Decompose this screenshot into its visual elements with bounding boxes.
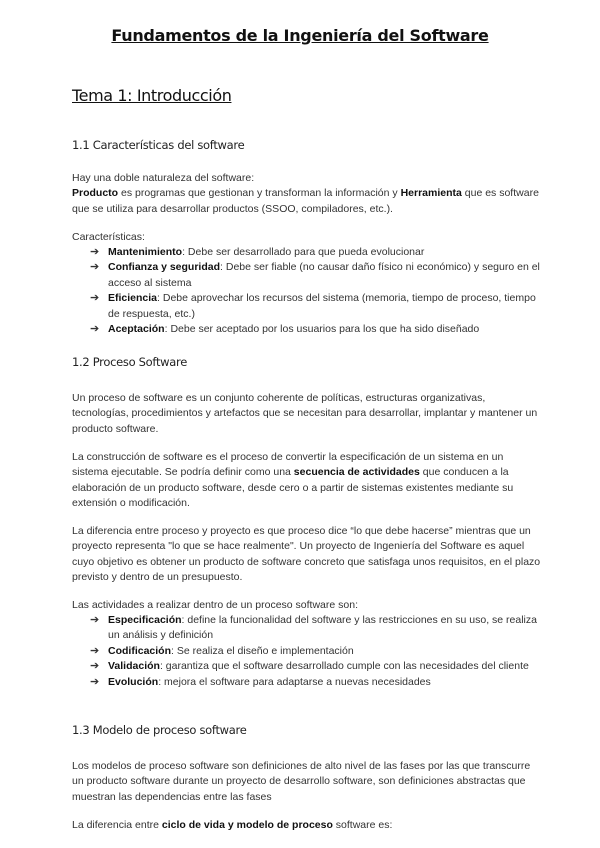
section-1-2-paragraph-3: La diferencia entre proceso y proyecto es que proceso dice “lo que debe hacerse” mientras que un proyecto representa "lo que se hace realmente". Un proyecto de Ingeniería del Software es aquel cuyo objetivo es obtener un producto de software concreto que satisfaga unos requisitos, en el plazo previsto y dentro de un presupuesto.	[72, 525, 541, 584]
arrow-icon: ➔	[90, 675, 100, 688]
term-ciclo-de-vida: ciclo de vida y modelo de proceso	[161, 819, 333, 831]
item-term: Codificación	[108, 644, 172, 657]
section-1-3-heading: 1.3 Modelo de proceso software	[72, 723, 247, 737]
actividades-list	[90, 613, 542, 690]
document-title: Fundamentos de la Ingeniería del Software	[111, 26, 489, 45]
caracteristicas-label: Características:	[72, 231, 145, 243]
list-item	[90, 322, 542, 337]
item-term: Eficiencia	[108, 292, 158, 305]
item-text: : mejora el software para adaptarse a nuevas necesidades	[158, 675, 431, 688]
item-term: Confianza y seguridad	[108, 261, 221, 274]
paragraph-text: La construcción de software es el proceso de convertir la especificación de un sistema en un sistema ejecutable. Se podría definir como una	[72, 451, 504, 479]
list-item	[90, 644, 542, 659]
list-item	[90, 245, 542, 260]
paragraph-text: La diferencia entre	[72, 819, 162, 831]
section-1-2-paragraph-1: Un proceso de software es un conjunto coherente de políticas, estructuras organizativas, tecnologías, procedimientos y artefactos que se necesitan para desarrollar, implantar y mantener un producto software.	[72, 392, 538, 435]
list-item	[90, 291, 542, 322]
list-item	[90, 260, 542, 291]
arrow-icon: ➔	[90, 614, 100, 626]
item-text: : Debe ser aceptado por los usuarios para los que ha sido diseñado	[164, 323, 480, 336]
item-term: Mantenimiento	[108, 246, 183, 258]
tema-heading: Tema 1: Introducción	[72, 86, 232, 105]
item-text: : Debe ser desarrollado para que pueda evolucionar	[182, 246, 425, 258]
section-1-3-paragraph-1: Los modelos de proceso software son definiciones de alto nivel de las fases por las que transcurre un producto software durante un proyecto de desarrollo software, son definiciones abstractas que muestran las dependencias entre las fases	[72, 760, 531, 803]
list-item	[90, 675, 542, 690]
section-1-1-heading: 1.1 Características del software	[72, 138, 245, 152]
herramienta-text: que es software que se utiliza para desarrollar productos (SSOO, compiladores, etc.).	[72, 187, 539, 215]
producto-text: es programas que gestionan y transforman la información y	[118, 187, 401, 200]
term-herramienta: Herramienta	[400, 187, 462, 200]
arrow-icon: ➔	[90, 261, 100, 274]
item-text: : Debe ser fiable (no causar daño físico ni económico) y seguro en el acceso al sistema	[108, 261, 540, 289]
list-item	[90, 659, 542, 674]
paragraph-text: software es:	[332, 819, 393, 831]
item-text: : Debe aprovechar los recursos del sistema (memoria, tiempo de proceso, tiempo de respuesta, etc.)	[108, 292, 536, 320]
intro-text: Hay una doble naturaleza del software:	[72, 172, 255, 184]
arrow-icon: ➔	[90, 292, 100, 305]
item-text: : garantiza que el software desarrollado cumple con las necesidades del cliente	[159, 660, 529, 673]
item-term: Aceptación	[108, 323, 165, 336]
section-1-1-intro	[72, 171, 542, 217]
section-1-2-heading: 1.2 Proceso Software	[72, 355, 187, 369]
arrow-icon: ➔	[90, 323, 100, 336]
section-1-3-paragraph-2	[72, 818, 542, 833]
item-text: : define la funcionalidad del software y las restricciones en su uso, se realiza un análisis y definición	[108, 614, 537, 642]
paragraph-text: que conducen a la elaboración de un producto software, desde cero o a partir de sistemas existentes mediante su extensión o modificación.	[72, 466, 514, 510]
arrow-icon: ➔	[90, 644, 100, 657]
section-1-2-paragraph-2	[72, 450, 542, 512]
item-term: Validación	[108, 660, 160, 673]
item-term: Evolución	[108, 675, 159, 688]
arrow-icon: ➔	[90, 660, 100, 673]
list-item	[90, 613, 542, 644]
term-producto: Producto	[72, 187, 119, 200]
item-text: : Se realiza el diseño e implementación	[171, 644, 354, 657]
caracteristicas-list	[90, 245, 542, 337]
item-term: Especificación	[108, 614, 182, 626]
arrow-icon: ➔	[90, 246, 100, 258]
term-secuencia: secuencia de actividades	[293, 466, 420, 479]
actividades-label: Las actividades a realizar dentro de un proceso software son:	[72, 599, 358, 611]
